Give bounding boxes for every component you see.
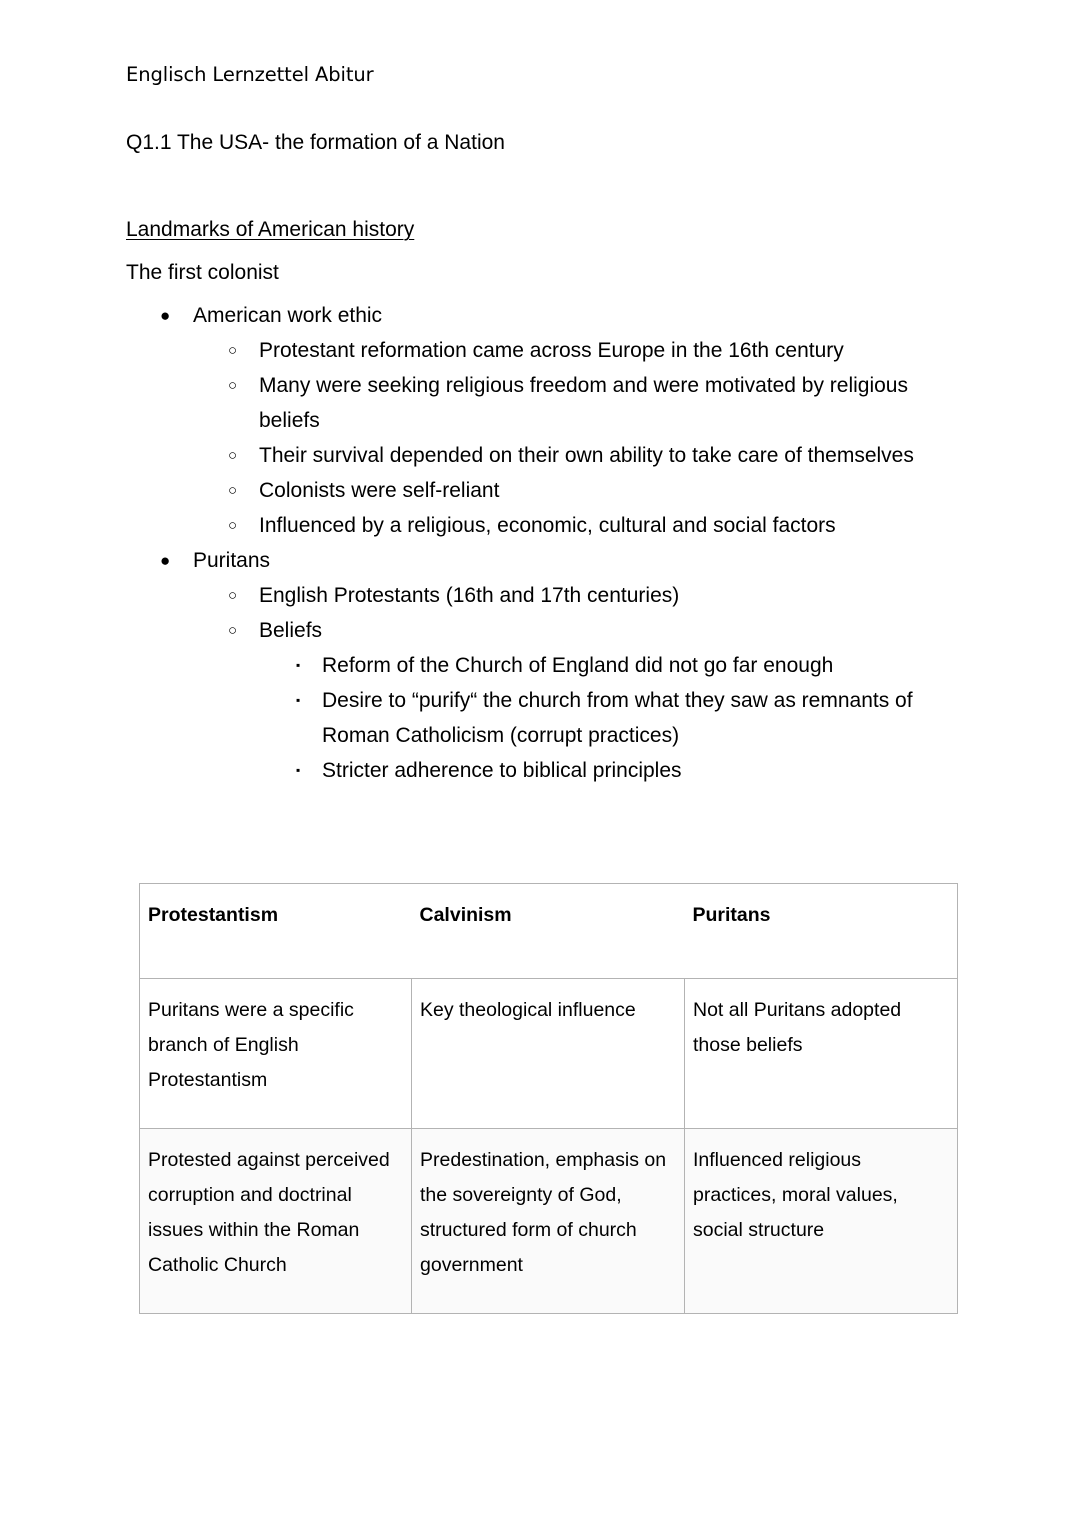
section-heading: Landmarks of American history	[126, 218, 415, 241]
comparison-table	[139, 883, 958, 1314]
outline-item-level-2	[0, 613, 1080, 648]
outline-item-text: Puritans	[193, 549, 271, 572]
table-header-row	[140, 884, 958, 979]
outline-item-level-2	[0, 578, 1080, 613]
bullet-level-2-icon: ○	[228, 342, 238, 359]
outline-item-level-3	[0, 683, 1080, 753]
table-cell: Influenced religious practices, moral values, social structure	[685, 1129, 958, 1314]
outline-item-text: Many were seeking religious freedom and were motivated by religious beliefs	[259, 374, 908, 432]
bullet-level-2-icon: ○	[228, 447, 238, 464]
bullet-level-2-icon: ○	[228, 377, 238, 394]
outline-list	[0, 298, 1080, 788]
table-column-header: Calvinism	[412, 884, 685, 979]
outline-item-text: Stricter adherence to biblical principles	[322, 759, 682, 782]
bullet-level-3-icon: ▪	[296, 763, 301, 777]
bullet-level-2-icon: ○	[228, 482, 238, 499]
outline-item-text: Beliefs	[259, 619, 323, 642]
table-header	[140, 884, 958, 979]
bullet-level-2-icon: ○	[228, 517, 238, 534]
table-cell: Key theological influence	[412, 979, 685, 1129]
table-row	[140, 1129, 958, 1314]
outline-item-level-2	[0, 508, 1080, 543]
outline-item-level-2	[0, 333, 1080, 368]
outline-item-level-1	[0, 298, 1080, 333]
bullet-level-1-icon: ●	[160, 306, 171, 325]
outline-item-level-1	[0, 543, 1080, 578]
outline-item-text: Influenced by a religious, economic, cultural and social factors	[259, 514, 836, 537]
outline-item-level-3	[0, 648, 1080, 683]
table-column-header: Protestantism	[140, 884, 412, 979]
outline-item-level-2	[0, 438, 1080, 473]
outline-item-text: Protestant reformation came across Europe in the 16th century	[259, 339, 844, 362]
table-column-header: Puritans	[685, 884, 958, 979]
table-cell: Not all Puritans adopted those beliefs	[685, 979, 958, 1129]
bullet-level-2-icon: ○	[228, 587, 238, 604]
outline-item-level-2	[0, 473, 1080, 508]
outline-item-text: English Protestants (16th and 17th centuries)	[259, 584, 680, 607]
sub-heading: The first colonist	[126, 261, 279, 284]
outline-item-text: Desire to “purify“ the church from what they saw as remnants of Roman Catholicism (corrupt practices)	[322, 689, 913, 747]
document-title: Englisch Lernzettel Abitur	[126, 63, 374, 86]
outline-item-text: Colonists were self-reliant	[259, 479, 500, 502]
outline-item-text: Their survival depended on their own ability to take care of themselves	[259, 444, 914, 467]
subject-line: Q1.1 The USA- the formation of a Nation	[126, 131, 505, 154]
bullet-level-3-icon: ▪	[296, 658, 301, 672]
outline-item-text: American work ethic	[193, 304, 383, 327]
table-cell: Puritans were a specific branch of English Protestantism	[140, 979, 412, 1129]
table-body	[140, 979, 958, 1314]
outline-item-level-3	[0, 753, 1080, 788]
outline-item-level-2	[0, 368, 1080, 438]
table-row	[140, 979, 958, 1129]
bullet-level-3-icon: ▪	[296, 693, 301, 707]
bullet-level-1-icon: ●	[160, 551, 171, 570]
table-cell: Predestination, emphasis on the sovereignty of God, structured form of church government	[412, 1129, 685, 1314]
bullet-level-2-icon: ○	[228, 622, 238, 639]
outline-item-text: Reform of the Church of England did not go far enough	[322, 654, 834, 677]
table-cell: Protested against perceived corruption and doctrinal issues within the Roman Catholic Church	[140, 1129, 412, 1314]
